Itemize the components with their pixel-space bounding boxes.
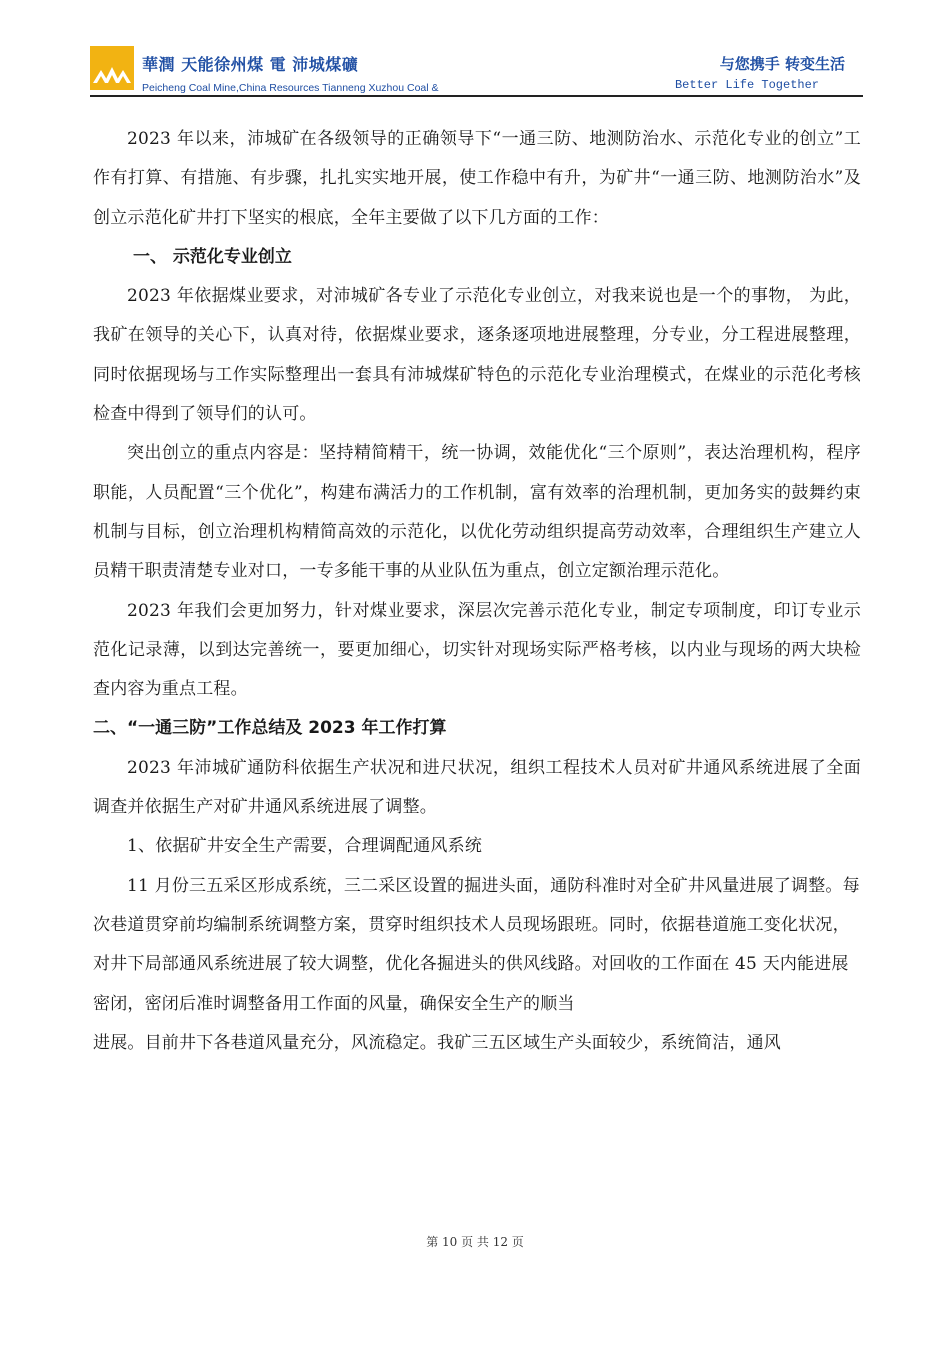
- brand-chinese-name: 華潤 天能徐州煤 電 沛城煤礦: [142, 55, 359, 74]
- section-heading-2: 二、“一通三防”工作总结及 2023 年工作打算: [93, 718, 447, 739]
- triangle-mountains-logo-icon: [90, 46, 134, 90]
- paragraph-item-1: 1、依据矿井安全生产需要，合理调配通风系统: [127, 836, 483, 857]
- header-divider: [90, 95, 863, 97]
- paragraph-demo-specialty: 2023 年依据煤业要求，对沛城矿各专业了示范化专业创立，对我来说也是一个的事物， 为此，我矿在领导的关心下，认真对待，依据煤业要求，逐条逐项地进展整理，分专业，分工程进展整理，同时依据现场与工作实际整理出一套具有沛城煤矿特色的示范化专业治理模式，在煤业的示范化考核检查中得到了领导们的认可。: [93, 286, 861, 425]
- paragraph-key-content: 突出创立的重点内容是：坚持精简精干，统一协调，效能优化“三个原则”，表达治理机构，程序职能，人员配置“三个优化”，构建布满活力的工作机制，富有效率的治理机制，更加务实的鼓舞约束机制与目标，创立治理机构精简高效的示范化，以优化劳动组织提高劳动效率，合理组织生产建立人员精干职责清楚专业对口，一专多能干事的从业队伍为重点，创立定额治理示范化。: [93, 443, 861, 582]
- slogan-english: Better Life Together: [674, 78, 819, 92]
- paragraph-ventilation-adjustment: 11 月份三五采区形成系统，三二采区设置的掘进头面，通防科准时对全矿井风量进展了调整。每次巷道贯穿前均编制系统调整方案，贯穿时组织技术人员现场跟班。同时，依据巷道施工变化状况，对井下局部通风系统进展了较大调整，优化各掘进头的供风线路。对回收的工作面在 45 天内能进展密闭，密闭后准时调整备用工作面的风量，确保安全生产的顺当: [93, 875, 860, 1014]
- brand-english-name: Peicheng Coal Mine,China Resources Tianneng Xuzhou Coal &: [142, 82, 439, 94]
- slogan-chinese: 与您携手 转变生活: [719, 55, 845, 73]
- page-header: [90, 44, 863, 98]
- paragraph-next-year-plan: 2023 年我们会更加努力，针对煤业要求，深层次完善示范化专业，制定专项制度，印订专业示范化记录薄，以到达完善统一，要更加细心，切实针对现场实际严格考核，以内业与现场的两大块检查内容为重点工程。: [93, 600, 861, 700]
- paragraph-ventilation-survey: 2023 年沛城矿通防科依据生产状况和进尺状况，组织工程技术人员对矿井通风系统进展了全面调查并依据生产对矿井通风系统进展了调整。: [93, 757, 861, 818]
- paragraph-ventilation-status: 进展。目前井下各巷道风量充分，风流稳定。我矿三五区域生产头面较少，系统简洁，通风: [93, 1032, 781, 1053]
- paragraph-intro: 2023 年以来，沛城矿在各级领导的正确领导下“一通三防、地测防治水、示范化专业的创立”工作有打算、有措施、有步骤，扎扎实实地开展，使工作稳中有升，为矿井“一通三防、地测防治水”及创立示范化矿井打下坚实的根底，全年主要做了以下几方面的工作：: [93, 129, 861, 228]
- document-body: [93, 120, 861, 1063]
- section-heading-1: 一、 示范化专业创立: [133, 246, 292, 267]
- page-number: 第 10 页 共 12 页: [426, 1235, 524, 1249]
